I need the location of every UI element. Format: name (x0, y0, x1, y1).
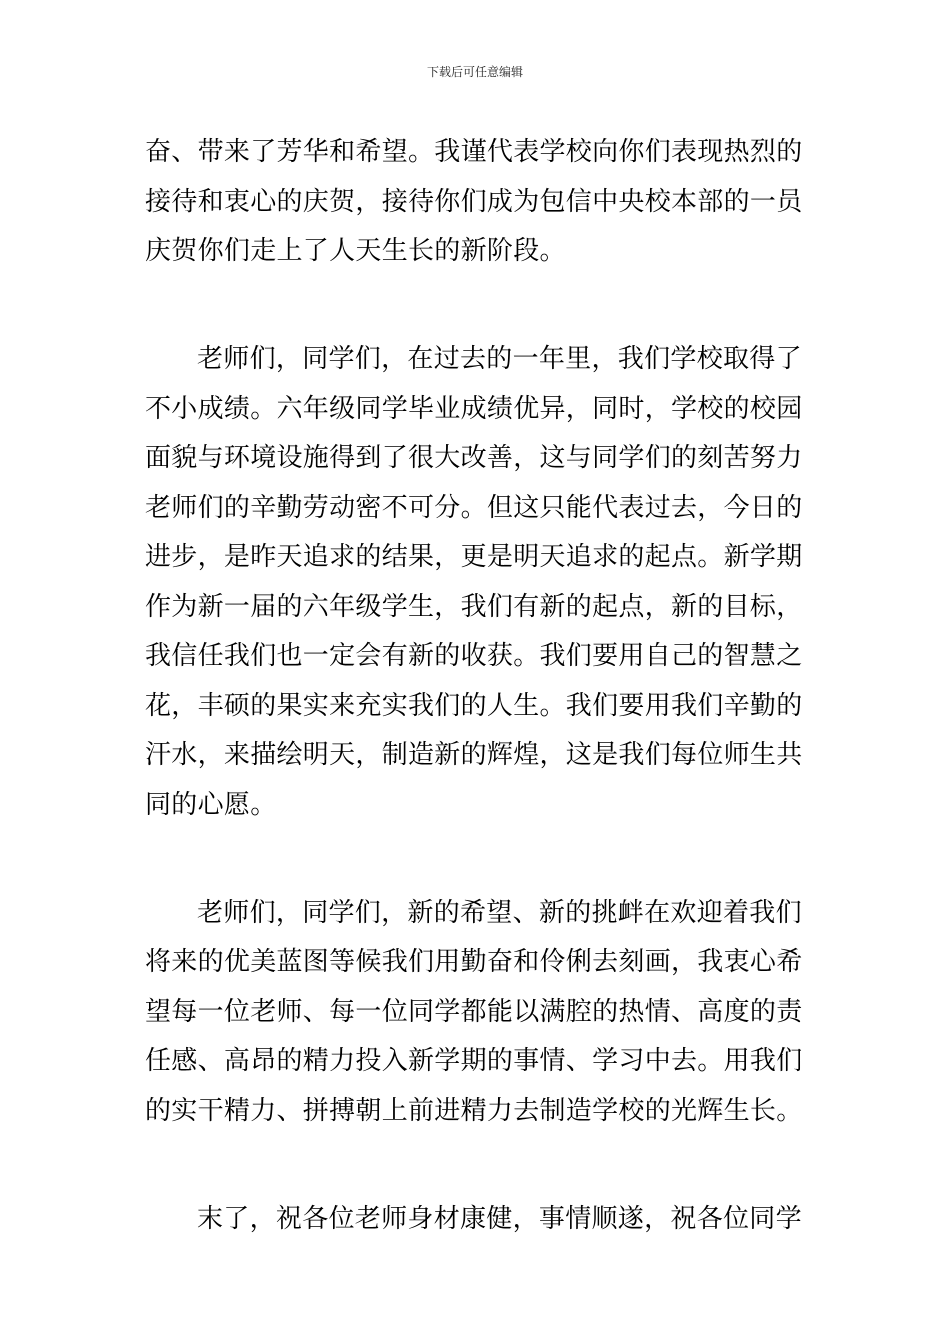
paragraph-3 (145, 889, 807, 1137)
text-line: 花，丰硕的果实来充实我们的人生。我们要用我们辛勤的 (145, 690, 803, 721)
text-line: 老师们，同学们，在过去的一年里，我们学校取得了 (197, 344, 802, 374)
text-line: 奋、带来了芳华和希望。我谨代表学校向你们表现热烈的 (145, 137, 803, 167)
paragraph-4 (145, 1195, 807, 1245)
text-line: 汗水，来描绘明天，制造新的辉煌，这是我们每位师生共 (145, 740, 803, 770)
paragraph-gap (145, 277, 807, 336)
text-line: 我信任我们也一定会有新的收获。我们要用自己的智慧之 (145, 641, 803, 671)
text-line: 任感、高昂的精力投入新学期的事情、学习中去。用我们 (145, 1046, 803, 1076)
page-header: 下载后可任意编辑 (426, 65, 523, 79)
text-line: 望每一位老师、每一位同学都能以满腔的热情、高度的责 (145, 996, 803, 1027)
text-line: 老师们的辛勤劳动密不可分。但这只能代表过去，今日的 (145, 492, 803, 523)
text-line: 老师们，同学们，新的希望、新的挑衅在欢迎着我们 (197, 897, 802, 928)
paragraph-1 (145, 128, 807, 277)
text-line: 末了，祝各位老师身材康健，事情顺遂，祝各位同学 (197, 1203, 802, 1234)
text-line: 庆贺你们走上了人天生长的新阶段。 (145, 236, 566, 266)
text-line: 作为新一届的六年级学生，我们有新的起点，新的目标， (145, 591, 803, 622)
paragraph-gap (145, 830, 807, 889)
paragraph-gap (145, 1136, 807, 1195)
text-line: 将来的优美蓝图等候我们用勤奋和伶俐去刻画，我衷心希 (145, 947, 803, 977)
paragraph-2 (145, 335, 807, 830)
document-body (145, 128, 807, 1244)
text-line: 的实干精力、拼搏朝上前进精力去制造学校的光辉生长。 (145, 1095, 803, 1126)
text-line: 同的心愿。 (145, 789, 277, 820)
text-line: 不小成绩。六年级同学毕业成绩优异，同时，学校的校园 (145, 393, 803, 424)
text-line: 接待和衷心的庆贺，接待你们成为包信中央校本部的一员 (145, 186, 803, 217)
text-line: 面貌与环境设施得到了很大改善，这与同学们的刻苦努力 (145, 443, 803, 473)
text-line: 进步，是昨天追求的结果，更是明天追求的起点。新学期 (145, 542, 803, 572)
